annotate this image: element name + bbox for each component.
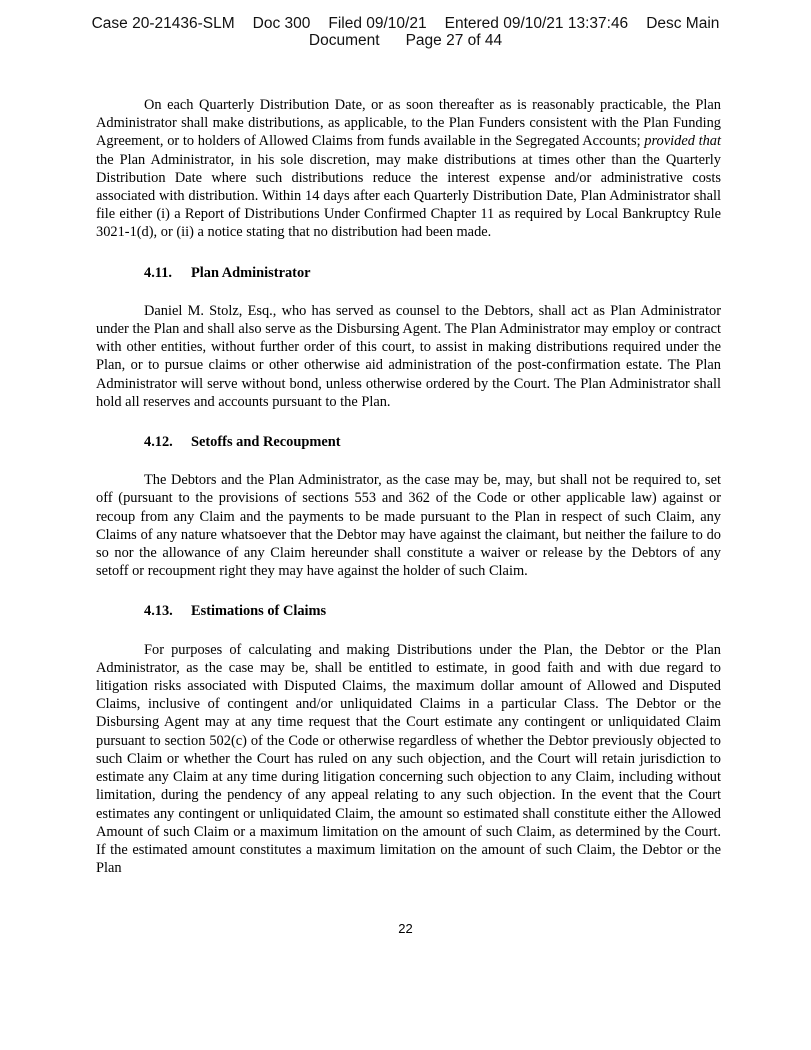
section-body-4-11: Daniel M. Stolz, Esq., who has served as counsel to the Debtors, shall act as Plan Administrator under the Plan and shall also serve as the Disbursing Agent. The Plan Administrator may employ or contract with other entities, without further order of this court, to assist in making distributions required under the Plan, or to pursue claims or other otherwise aid administration of the post-confirmation estate. The Plan Administrator will serve without bond, unless otherwise ordered by the Court. The Plan Administrator shall hold all reserves and accounts pursuant to the Plan. (96, 302, 721, 410)
doc-number: Doc 300 (252, 15, 311, 32)
page-number: 22 (398, 921, 413, 936)
filing-header-line-1 (0, 15, 811, 32)
section-body-4-13: For purposes of calculating and making Distributions under the Plan, the Debtor or the Plan Administrator, as the case may be, shall be entitled to estimate, in good faith and with due regard to litigation risks associated with Disputed Claims, the maximum dollar amount of Allowed and Disputed Claims, inclusive of contingent and/or unliquidated Claims in a particular Class. The Debtor or the Disbursing Agent may at any time request that the Court estimate any contingent or unliquidated Claim pursuant to section 502(c) of the Code or otherwise regardless of whether the Debtor previously objected to such Claim or whether the Court has ruled on any such objection, and the Court will retain jurisdiction to estimate any Claim at any time during litigation concerning such objection to any Claim, including without limitation, during the pendency of any appeal relating to any such objection. In the event that the Court estimates any contingent or unliquidated Claim, the amount so estimated shall constitute either the Allowed Amount of such Claim or a maximum limitation on the amount of such Claim, as determined by the Court. If the estimated amount constitutes a maximum limitation on the amount of such Claim, the Debtor or the Plan (96, 641, 721, 877)
intro-paragraph: On each Quarterly Distribution Date, or as soon thereafter as is reasonably practicable, the Plan Administrator shall make distributions, as applicable, to the Plan Funders consistent with the Plan Funding Agreement, or to holders of Allowed Claims from funds available in the Segregated Accounts; provided that the Plan Administrator, in his sole discretion, may make distributions at times other than the Quarterly Distribution Date where such distributions reduce the interest expense and/or administrative costs associated with distribution. Within 14 days after each Quarterly Distribution Date, Plan Administrator shall file either (i) a Report of Distributions Under Confirmed Chapter 11 as required by Local Bankruptcy Rule 3021-1(d), or (ii) a notice stating that no distribution had been made. (96, 97, 721, 241)
document-label: Document (308, 32, 380, 49)
section-title: Plan Administrator (191, 264, 311, 281)
section-body-4-12: The Debtors and the Plan Administrator, as the case may be, may, but shall not be required to, set off (pursuant to the provisions of sections 553 and 362 of the Code or other applicable law) against or recoup from any Claim and the payments to be made pursuant to the Plan in respect of such Claim, any Claims of any nature whatsoever that the Debtor may have against the claimant, but neither the failure to do so nor the allowance of any Claim hereunder shall constitute a waiver or release by the Debtors of any setoff or recoupment right they may have against the holder of such Claim. (96, 472, 721, 580)
section-number: 4.12. (144, 434, 173, 451)
filing-header-line-2 (0, 32, 811, 49)
section-title: Setoffs and Recoupment (191, 434, 341, 451)
filed-date: Filed 09/10/21 (328, 15, 427, 32)
entered-date: Entered 09/10/21 13:37:46 (444, 15, 629, 32)
section-number: 4.13. (144, 603, 173, 620)
section-heading-4-13 (96, 602, 721, 620)
filing-header (0, 15, 811, 49)
section-heading-4-11 (96, 264, 721, 282)
section-heading-4-12 (96, 433, 721, 451)
page-of-total: Page 27 of 44 (405, 32, 503, 49)
desc-main: Desc Main (646, 15, 720, 32)
provided-that-emphasis: provided that (644, 133, 721, 150)
document-body (96, 96, 721, 877)
case-number: Case 20-21436-SLM (91, 15, 235, 32)
section-title: Estimations of Claims (191, 603, 327, 620)
section-number: 4.11. (144, 264, 172, 281)
